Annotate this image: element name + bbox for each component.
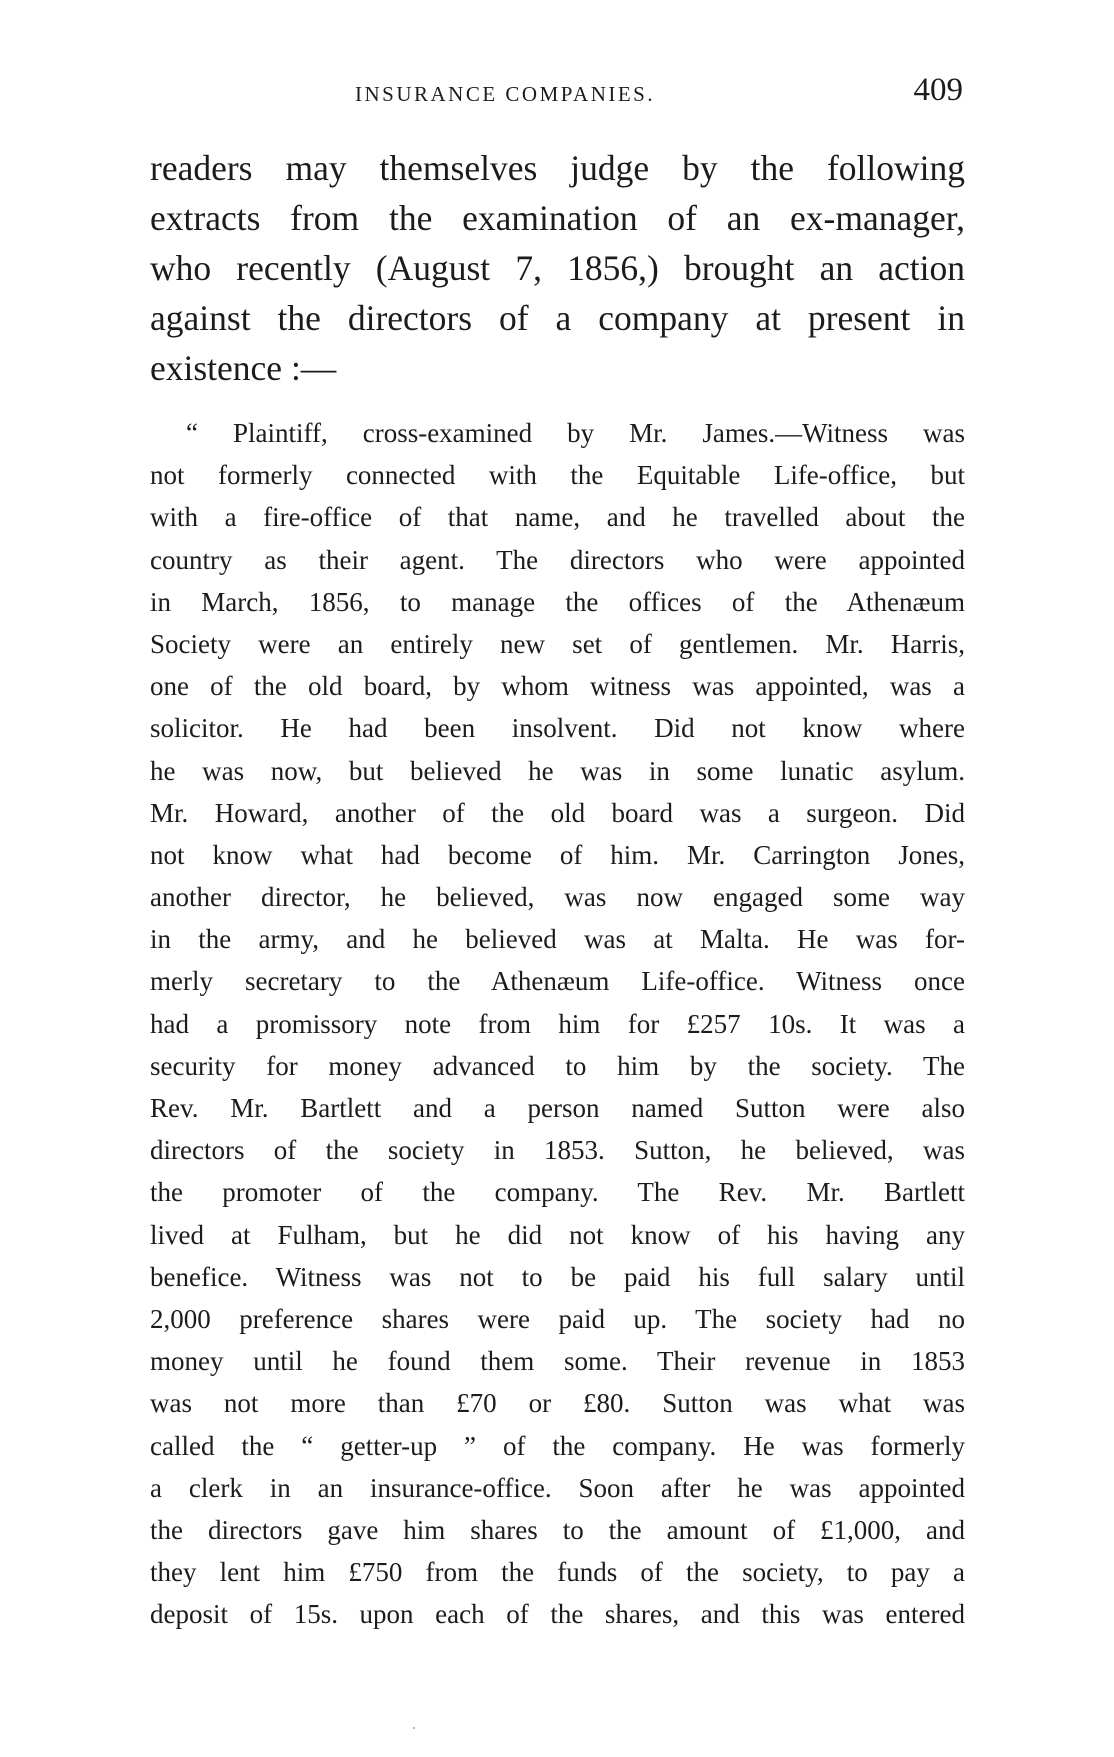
quote-line: in March, 1856, to manage the offices of the Athenæum	[150, 586, 965, 617]
lead-line: extracts from the examination of an ex-manager,	[150, 198, 965, 238]
quote-line: benefice. Witness was not to be paid his full salary until	[150, 1261, 965, 1292]
quote-line: merly secretary to the Athenæum Life-office. Witness once	[150, 966, 965, 997]
quote-line: directors of the society in 1853. Sutton, he believed, was	[150, 1135, 965, 1166]
lead-line: who recently (August 7, 1856,) brought an action	[150, 248, 965, 288]
quote-line: solicitor. He had been insolvent. Did not know where	[150, 713, 965, 744]
quote-line: a clerk in an insurance-office. Soon after he was appointed	[150, 1472, 965, 1503]
quote-line: country as their agent. The directors who were appointed	[150, 544, 965, 575]
quote-line: with a fire-office of that name, and he travelled about the	[150, 502, 965, 533]
quote-line: the promoter of the company. The Rev. Mr. Bartlett	[150, 1177, 965, 1208]
running-head	[150, 72, 965, 112]
quote-line: in the army, and he believed was at Malta. He was for-	[150, 924, 965, 955]
quote-line: 2,000 preference shares were paid up. The society had no	[150, 1303, 965, 1334]
quote-line: not know what had become of him. Mr. Carrington Jones,	[150, 839, 965, 870]
quote-line: not formerly connected with the Equitable Life-office, but	[150, 460, 965, 491]
quote-line: Rev. Mr. Bartlett and a person named Sutton were also	[150, 1093, 965, 1123]
quote-line: he was now, but believed he was in some lunatic asylum.	[150, 755, 965, 786]
lead-line: against the directors of a company at present in	[150, 298, 965, 338]
quote-line: lived at Fulham, but he did not know of his having any	[150, 1219, 965, 1250]
lead-paragraph	[150, 143, 965, 393]
quote-line: one of the old board, by whom witness was appointed, was a	[150, 671, 965, 702]
quote-line: the directors gave him shares to the amount of £1,000, and	[150, 1514, 965, 1545]
quote-line: security for money advanced to him by the society. The	[150, 1050, 965, 1081]
quote-line: Society were an entirely new set of gentlemen. Mr. Harris,	[150, 628, 965, 659]
lead-line: readers may themselves judge by the following	[150, 148, 965, 188]
running-title: INSURANCE COMPANIES.	[355, 82, 656, 106]
quote-line: “ Plaintiff, cross-examined by Mr. James.—Witness was	[186, 418, 965, 448]
quote-line: was not more than £70 or £80. Sutton was what was	[150, 1388, 965, 1419]
quote-line: money until he found them some. Their revenue in 1853	[150, 1346, 965, 1377]
quote-line: Mr. Howard, another of the old board was a surgeon. Did	[150, 797, 965, 828]
scan-speck	[413, 1727, 415, 1729]
quote-line: another director, he believed, was now engaged some way	[150, 882, 965, 913]
quote-line: deposit of 15s. upon each of the shares, and this was entered	[150, 1599, 965, 1630]
lead-line: existence :—	[150, 348, 337, 388]
page-number: 409	[913, 72, 963, 108]
quoted-testimony	[150, 412, 965, 1635]
quote-line: called the “ getter-up ” of the company. He was formerly	[150, 1430, 965, 1461]
quote-line: had a promissory note from him for £257 10s. It was a	[150, 1008, 965, 1039]
quote-line: they lent him £750 from the funds of the society, to pay a	[150, 1557, 965, 1588]
